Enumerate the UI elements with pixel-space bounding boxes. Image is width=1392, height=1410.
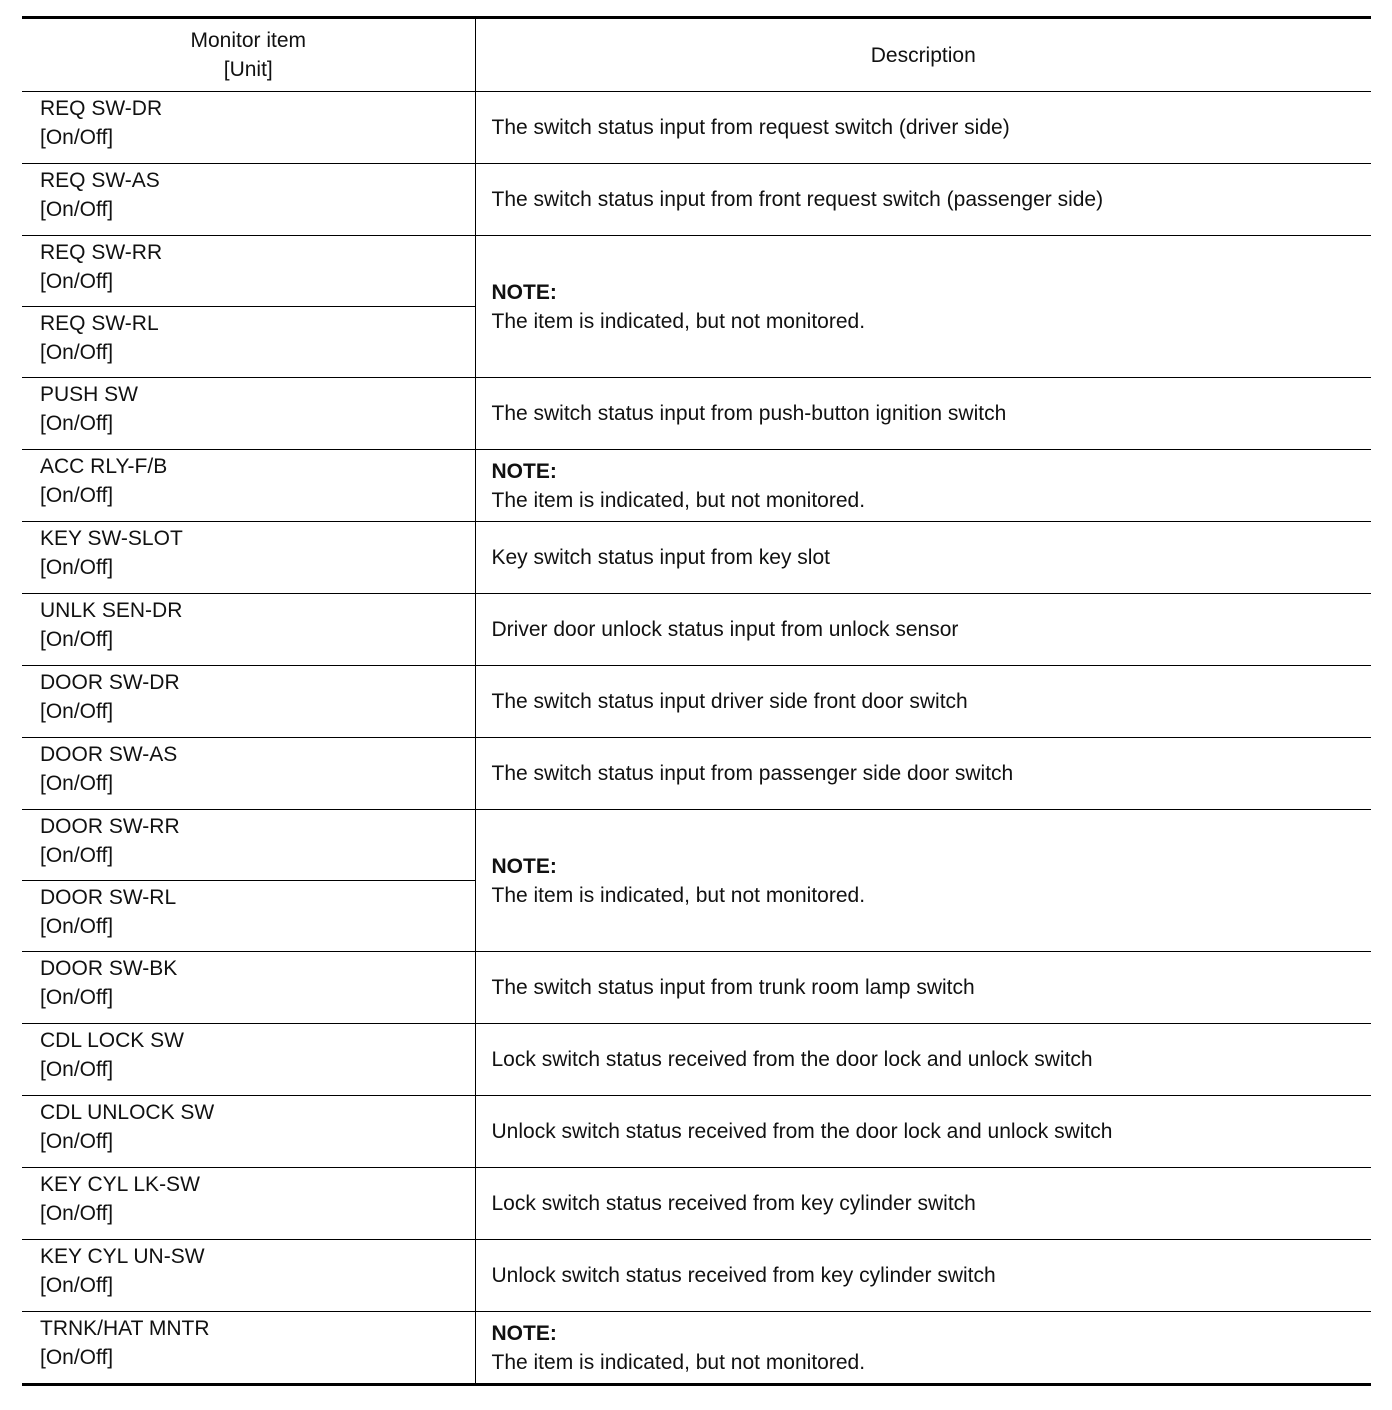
note-label: NOTE: <box>491 280 557 304</box>
monitor-item-cell: REQ SW-DR [On/Off] <box>22 92 475 164</box>
note-label: NOTE: <box>491 459 557 483</box>
table-row <box>22 666 1371 738</box>
monitor-item-cell: KEY CYL LK-SW [On/Off] <box>22 1168 475 1240</box>
description-cell: Unlock switch status received from key cylinder switch <box>475 1240 1371 1312</box>
table-row <box>22 1240 1371 1312</box>
description-cell: The switch status input from trunk room lamp switch <box>475 952 1371 1024</box>
description-cell: Lock switch status received from key cylinder switch <box>475 1168 1371 1240</box>
description-cell: Key switch status input from key slot <box>475 522 1371 594</box>
description-cell: The switch status input driver side front door switch <box>475 666 1371 738</box>
note-cell <box>475 1312 1371 1385</box>
description-cell: Unlock switch status received from the door lock and unlock switch <box>475 1096 1371 1168</box>
note-cell <box>475 450 1371 522</box>
monitor-item-cell: REQ SW-RR [On/Off] <box>22 236 475 307</box>
monitor-item-cell: KEY CYL UN-SW [On/Off] <box>22 1240 475 1312</box>
monitor-item-cell: REQ SW-RL [On/Off] <box>22 307 475 378</box>
monitor-item-cell: PUSH SW [On/Off] <box>22 378 475 450</box>
monitor-item-cell: DOOR SW-RR [On/Off] <box>22 810 475 881</box>
description-cell: The switch status input from push-button ignition switch <box>475 378 1371 450</box>
note-text: The item is indicated, but not monitored. <box>491 1350 866 1374</box>
note-text: The item is indicated, but not monitored. <box>491 309 866 333</box>
header-monitor-item: Monitor item [Unit] <box>22 18 475 92</box>
description-cell: The switch status input from passenger side door switch <box>475 738 1371 810</box>
header-description: Description <box>475 18 1371 92</box>
note-cell <box>475 236 1371 378</box>
table-row <box>22 378 1371 450</box>
note-text: The item is indicated, but not monitored. <box>491 488 866 512</box>
table-row <box>22 164 1371 236</box>
monitor-item-cell: CDL LOCK SW [On/Off] <box>22 1024 475 1096</box>
table-row <box>22 450 1371 522</box>
monitor-item-cell: KEY SW-SLOT [On/Off] <box>22 522 475 594</box>
table-row <box>22 1096 1371 1168</box>
table-row <box>22 1024 1371 1096</box>
monitor-item-cell: DOOR SW-AS [On/Off] <box>22 738 475 810</box>
description-cell: Lock switch status received from the door lock and unlock switch <box>475 1024 1371 1096</box>
monitor-item-cell: CDL UNLOCK SW [On/Off] <box>22 1096 475 1168</box>
monitor-item-cell: UNLK SEN-DR [On/Off] <box>22 594 475 666</box>
note-label: NOTE: <box>491 1321 557 1345</box>
note-cell <box>475 810 1371 952</box>
table-row <box>22 952 1371 1024</box>
note-label: NOTE: <box>491 854 557 878</box>
monitor-item-cell: DOOR SW-BK [On/Off] <box>22 952 475 1024</box>
monitor-item-table <box>22 16 1371 1386</box>
monitor-item-cell: TRNK/HAT MNTR [On/Off] <box>22 1312 475 1385</box>
table-row <box>22 1168 1371 1240</box>
monitor-item-cell: REQ SW-AS [On/Off] <box>22 164 475 236</box>
description-cell: Driver door unlock status input from unlock sensor <box>475 594 1371 666</box>
monitor-item-cell: DOOR SW-RL [On/Off] <box>22 881 475 952</box>
table-row <box>22 522 1371 594</box>
table-row <box>22 594 1371 666</box>
monitor-item-cell: DOOR SW-DR [On/Off] <box>22 666 475 738</box>
table-row <box>22 236 1371 307</box>
table-header-row <box>22 18 1371 92</box>
table-row <box>22 810 1371 881</box>
table-row <box>22 1312 1371 1385</box>
table-row <box>22 92 1371 164</box>
note-text: The item is indicated, but not monitored. <box>491 883 866 907</box>
description-cell: The switch status input from request switch (driver side) <box>475 92 1371 164</box>
description-cell: The switch status input from front request switch (passenger side) <box>475 164 1371 236</box>
monitor-item-cell: ACC RLY-F/B [On/Off] <box>22 450 475 522</box>
table-row <box>22 738 1371 810</box>
